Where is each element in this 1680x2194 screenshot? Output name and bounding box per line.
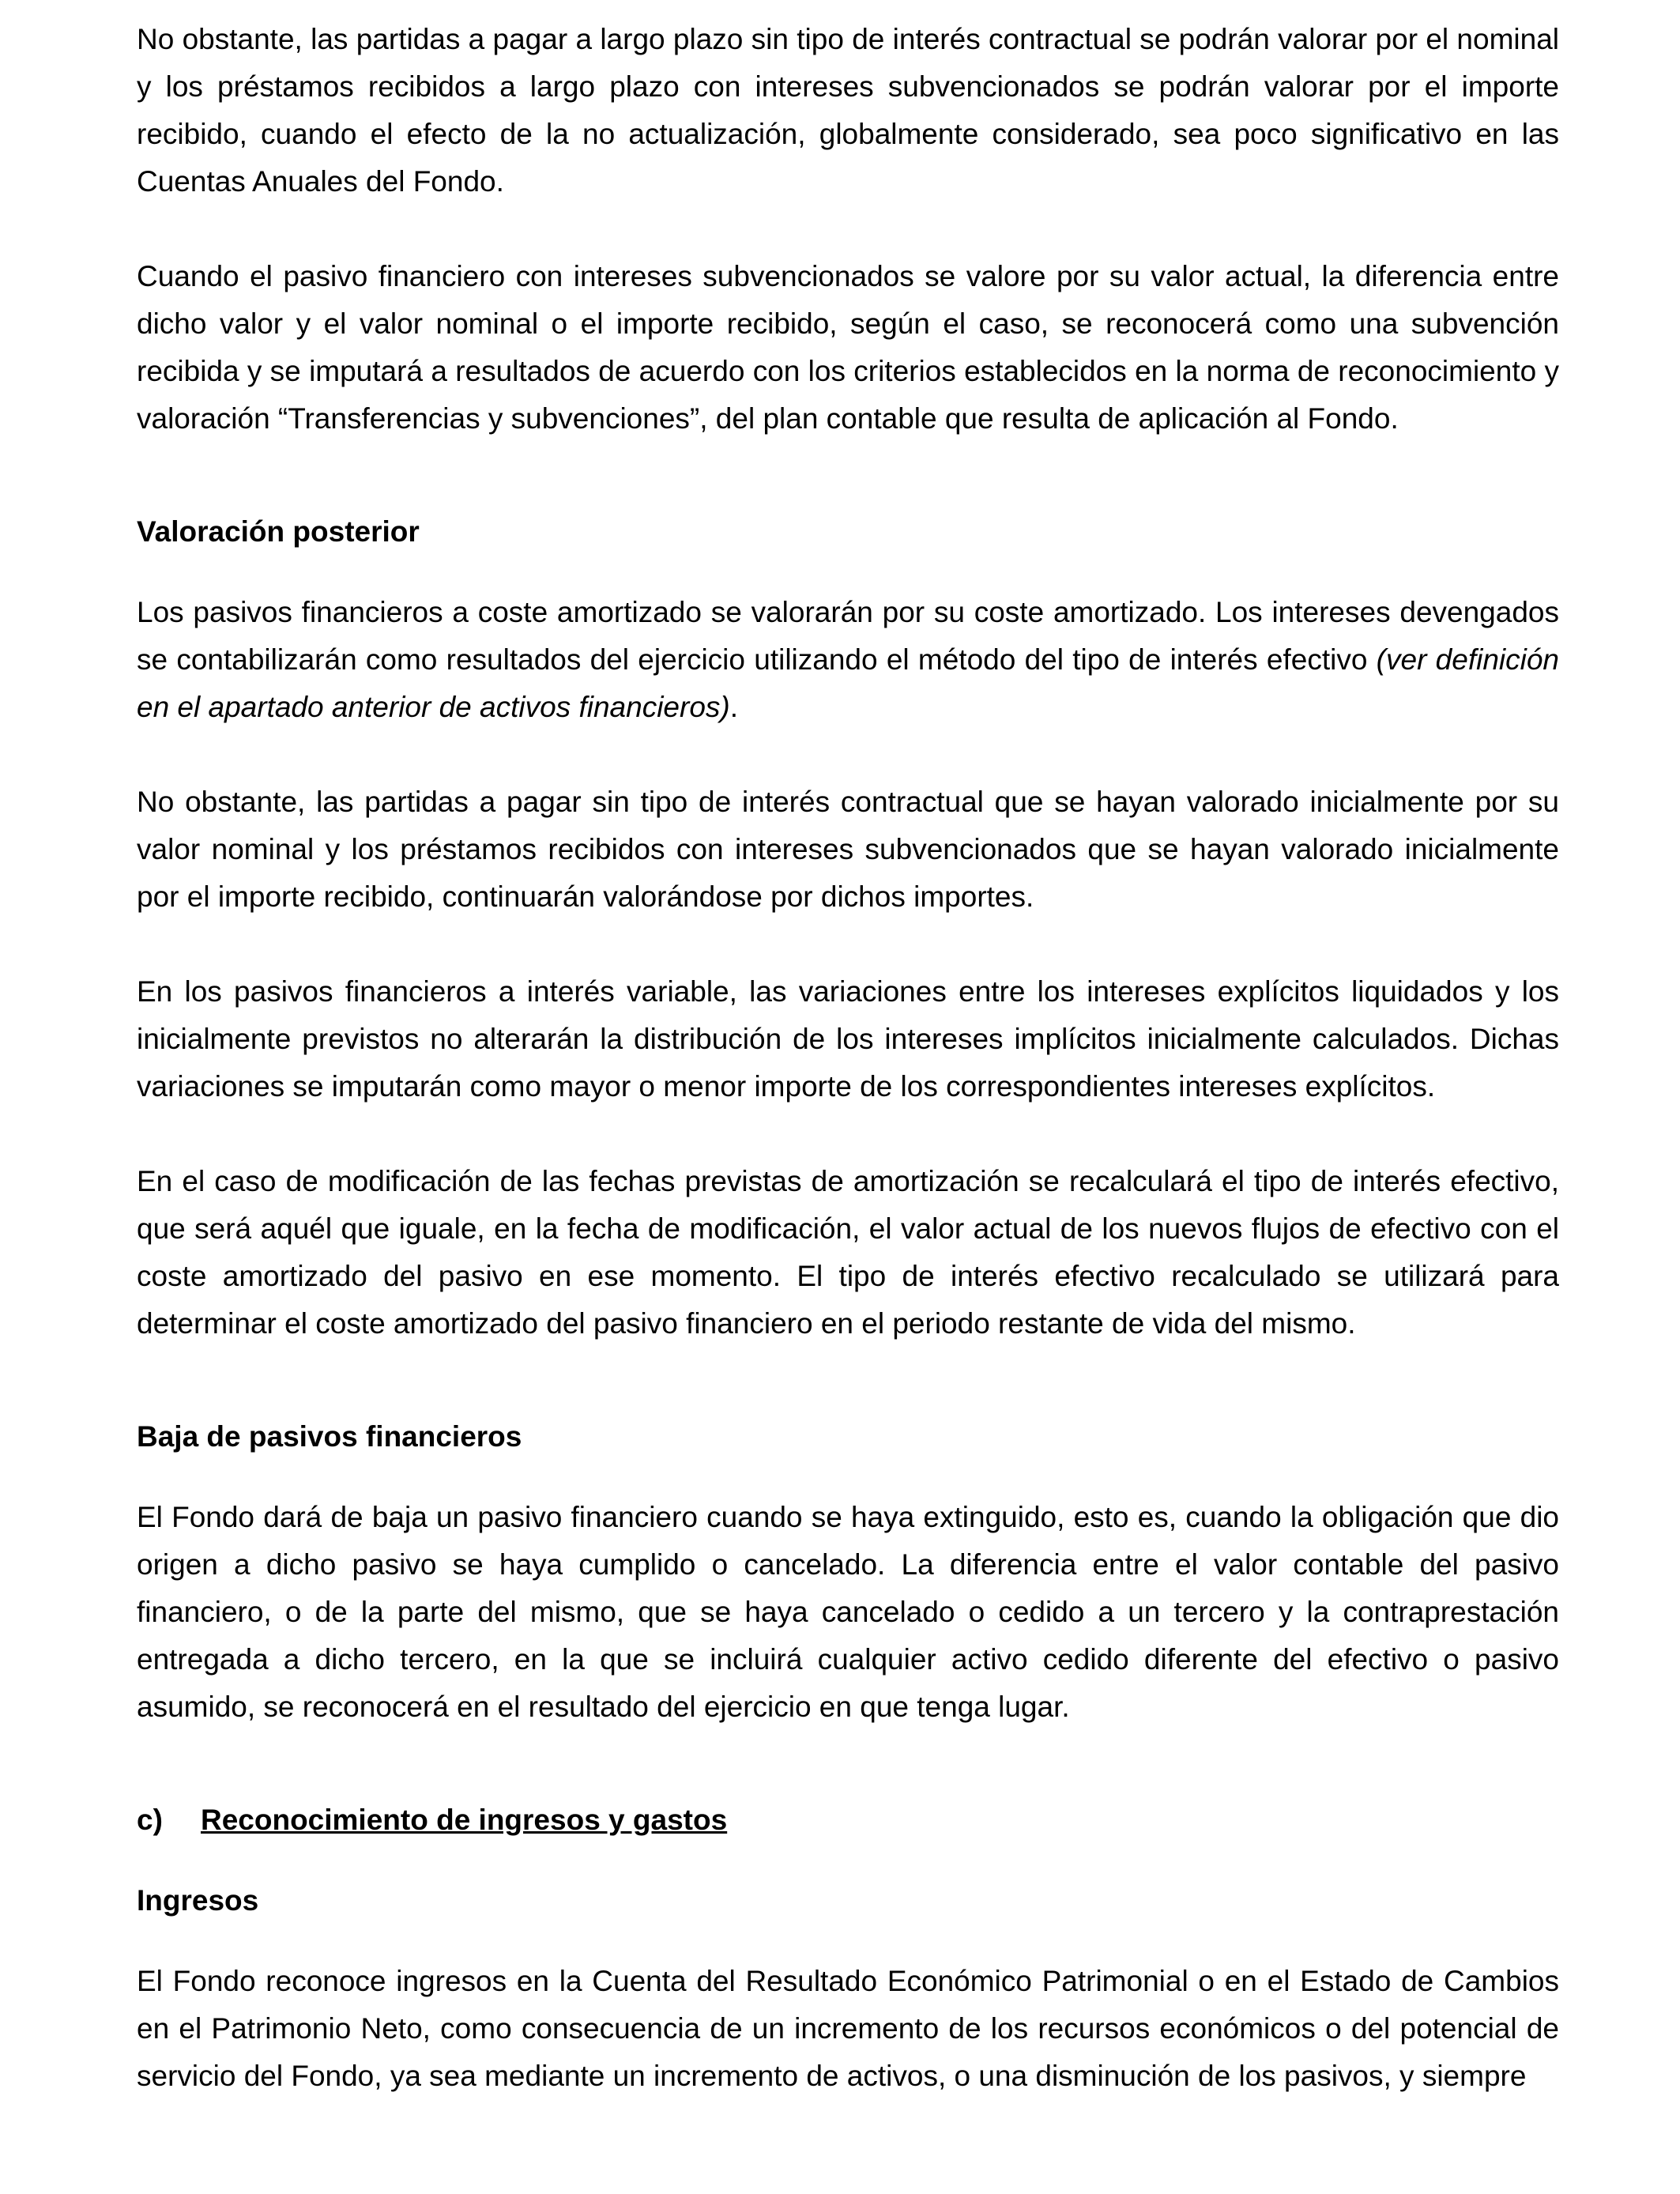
heading-ingresos: Ingresos bbox=[137, 1884, 259, 1917]
paragraph-coste-amortizado-end: . bbox=[729, 691, 738, 723]
heading-baja-pasivos: Baja de pasivos financieros bbox=[137, 1420, 522, 1453]
paragraph-sin-interes-contractual: No obstante, las partidas a pagar sin tipo de interés contractual que se hayan valorado inicialmente por su valor nominal y los préstamos recibidos con intereses subvencionados que se hayan valorado inicialmente por el importe recibido, continuarán valorándose por dichos importes. bbox=[137, 786, 1559, 913]
paragraph-coste-amortizado-note: (ver definición en el apartado anterior de activos financieros) bbox=[137, 643, 1559, 723]
section-heading-c bbox=[137, 1796, 1559, 1844]
document-page bbox=[137, 16, 1559, 2100]
paragraph-partidas-largo-plazo: No obstante, las partidas a pagar a largo plazo sin tipo de interés contractual se podrán valorar por el nominal y los préstamos recibidos a largo plazo con intereses subvencionados se podrán valorar por el importe recibido, cuando el efecto de la no actualización, globalmente considerado, sea poco significativo en las Cuentas Anuales del Fondo. bbox=[137, 23, 1559, 198]
paragraph-intereses-subvencionados: Cuando el pasivo financiero con intereses subvencionados se valore por su valor actual, la diferencia entre dicho valor y el valor nominal o el importe recibido, según el caso, se reconocerá como una subvención recibida y se imputará a resultados de acuerdo con los criterios establecidos en la norma de reconocimiento y valoración “Transferencias y subvenciones”, del plan contable que resulta de aplicación al Fondo. bbox=[137, 260, 1559, 435]
section-letter: c) bbox=[137, 1804, 163, 1836]
paragraph-modificacion-fechas: En el caso de modificación de las fechas previstas de amortización se recalculará el tipo de interés efectivo, que será aquél que iguale, en la fecha de modificación, el valor actual de los nuevos flujos de efectivo con el coste amortizado del pasivo en ese momento. El tipo de interés efectivo recalculado se utilizará para determinar el coste amortizado del pasivo financiero en el periodo restante de vida del mismo. bbox=[137, 1165, 1559, 1340]
paragraph-coste-amortizado bbox=[137, 589, 1559, 731]
paragraph-coste-amortizado-text: Los pasivos financieros a coste amortizado se valorarán por su coste amortizado. Los intereses devengados se contabilizarán como resultados del ejercicio utilizando el método del tipo de interés efectivo bbox=[137, 596, 1559, 676]
paragraph-reconocimiento-ingresos: El Fondo reconoce ingresos en la Cuenta del Resultado Económico Patrimonial o en el Estado de Cambios en el Patrimonio Neto, como consecuencia de un incremento de los recursos económicos o del potencial de servicio del Fondo, ya sea mediante un incremento de activos, o una disminución de los pasivos, y siempre bbox=[137, 1965, 1559, 2092]
paragraph-baja-pasivo: El Fondo dará de baja un pasivo financiero cuando se haya extinguido, esto es, cuando la obligación que dio origen a dicho pasivo se haya cumplido o cancelado. La diferencia entre el valor contable del pasivo financiero, o de la parte del mismo, que se haya cancelado o cedido a un tercero y la contraprestación entregada a dicho tercero, en la que se incluirá cualquier activo cedido diferente del efectivo o pasivo asumido, se reconocerá en el resultado del ejercicio en que tenga lugar. bbox=[137, 1501, 1559, 1723]
paragraph-interes-variable: En los pasivos financieros a interés variable, las variaciones entre los intereses explícitos liquidados y los inicialmente previstos no alterarán la distribución de los intereses implícitos inicialmente calculados. Dichas variaciones se imputarán como mayor o menor importe de los correspondientes intereses explícitos. bbox=[137, 975, 1559, 1103]
section-title: Reconocimiento de ingresos y gastos bbox=[201, 1804, 728, 1836]
heading-valoracion-posterior: Valoración posterior bbox=[137, 515, 420, 548]
